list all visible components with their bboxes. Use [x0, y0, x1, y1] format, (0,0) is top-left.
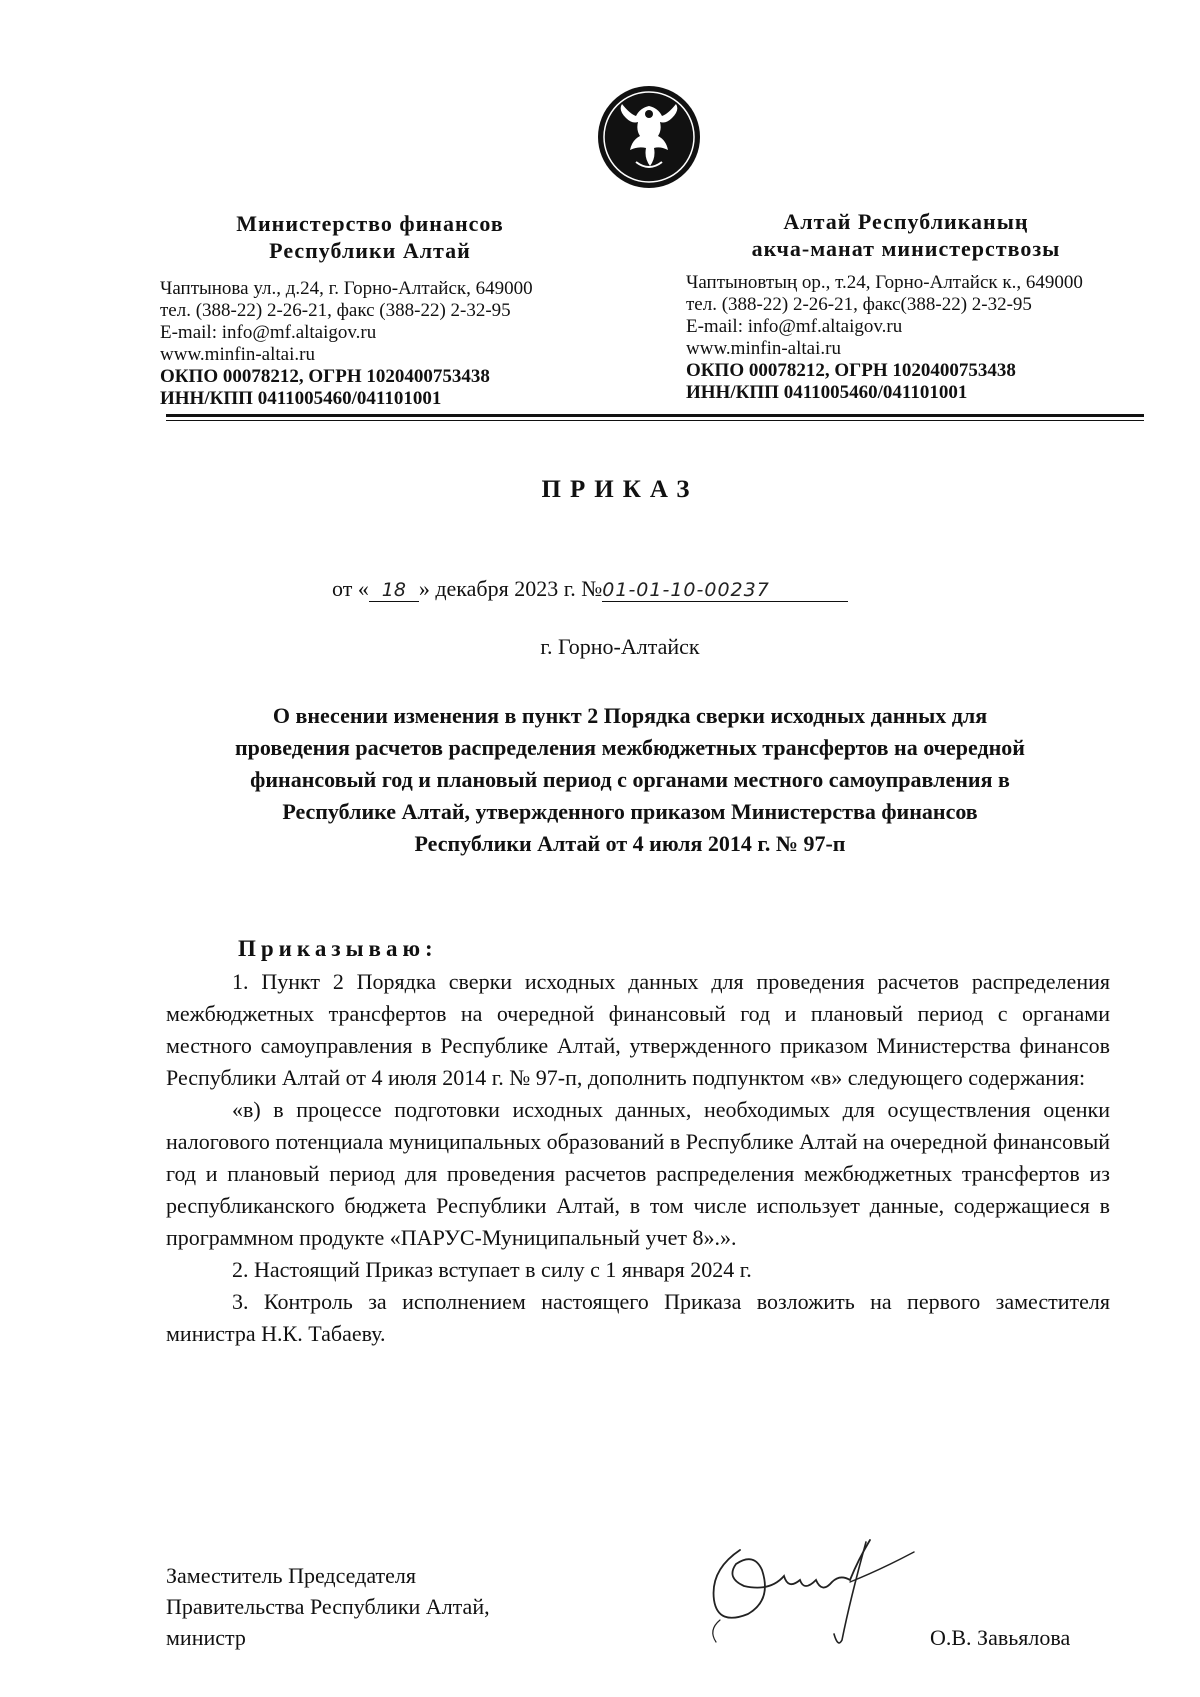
website-line: www.minfin-altai.ru [686, 338, 841, 359]
handwritten-order-number: 01-01-10-00237 [602, 579, 848, 602]
phone-line: тел. (388-22) 2-26-21, факс (388-22) 2-32-95 [160, 300, 511, 321]
address-line: Чаптыновтың ор., т.24, Горно-Алтайск к., 649000 [686, 272, 1083, 293]
body-paragraph: 2. Настоящий Приказ вступает в силу с 1 января 2024 г. [232, 1257, 752, 1282]
date-prefix: от « [332, 576, 369, 601]
order-directive-word: Приказываю: [238, 936, 438, 961]
subject-line: финансовый год и плановый период с органами местного самоуправления в [250, 767, 1010, 792]
coat-of-arms-emblem [596, 84, 702, 190]
inn-line: ИНН/КПП 0411005460/041101001 [686, 382, 968, 403]
signer-position [166, 1560, 490, 1653]
signer-position-line: Заместитель Председателя [166, 1563, 416, 1588]
address-line: Чаптынова ул., д.24, г. Горно-Алтайск, 649000 [160, 278, 533, 299]
header-divider-thin [166, 420, 1144, 421]
subject-line: проведения расчетов распределения межбюджетных трансфертов на очередной [235, 735, 1025, 760]
document-subject [150, 700, 1110, 860]
handwritten-day: 18 [369, 579, 419, 602]
body-paragraph: 3. Контроль за исполнением настоящего Приказа возложить на первого заместителя министра Н.К. Табаеву. [166, 1289, 1110, 1346]
body-paragraph: 1. Пункт 2 Порядка сверки исходных данных для проведения расчетов распределения межбюджетных трансфертов на очередной финансовый год и плановый период с органами местного самоуправления в Республике Алтай, утвержденного приказом Министерства финансов Республики Алтай от 4 июля 2014 г. № 97-п, дополнить подпунктом «в» следующего содержания: [166, 969, 1110, 1090]
city-line: г. Горно-Алтайск [540, 634, 700, 659]
date-middle: » декабря 2023 г. № [418, 576, 603, 601]
signer-position-line: министр [166, 1625, 246, 1650]
subject-line: Республики Алтай от 4 июля 2014 г. № 97-п [414, 831, 846, 856]
document-title: ПРИКАЗ [541, 476, 699, 503]
header-left [160, 210, 620, 410]
ministry-name-alt: Алтай Республиканың акча-манат министерствозы [751, 209, 1061, 261]
subject-line: Республике Алтай, утвержденного приказом Министерства финансов [282, 799, 978, 824]
okpo-line: ОКПО 00078212, ОГРН 1020400753438 [686, 360, 1016, 381]
okpo-line: ОКПО 00078212, ОГРН 1020400753438 [160, 366, 490, 387]
date-number-line [332, 576, 848, 602]
handwritten-signature [700, 1530, 960, 1650]
body-paragraph: «в) в процессе подготовки исходных данных, необходимых для осуществления оценки налогового потенциала муниципальных образований в Республике Алтай на очередной финансовый год и плановый период для проведения расчетов распределения межбюджетных трансфертов из республиканского бюджета Республики Алтай, в том числе использует данные, содержащиеся в программном продукте «ПАРУС-Муниципальный учет 8».». [166, 1097, 1110, 1250]
email-line: E-mail: info@mf.altaigov.ru [686, 316, 903, 337]
document-body [166, 966, 1110, 1350]
signer-name: О.В. Завьялова [930, 1625, 1071, 1650]
inn-line: ИНН/КПП 0411005460/041101001 [160, 388, 442, 409]
signer-position-line: Правительства Республики Алтай, [166, 1594, 490, 1619]
header-right [686, 208, 1156, 404]
subject-line: О внесении изменения в пункт 2 Порядка сверки исходных данных для [272, 703, 988, 728]
email-line: E-mail: info@mf.altaigov.ru [160, 322, 377, 343]
phone-line: тел. (388-22) 2-26-21, факс(388-22) 2-32-95 [686, 294, 1032, 315]
header-divider [166, 414, 1144, 417]
website-line: www.minfin-altai.ru [160, 344, 315, 365]
ministry-name-ru: Министерство финансов Республики Алтай [236, 211, 504, 263]
